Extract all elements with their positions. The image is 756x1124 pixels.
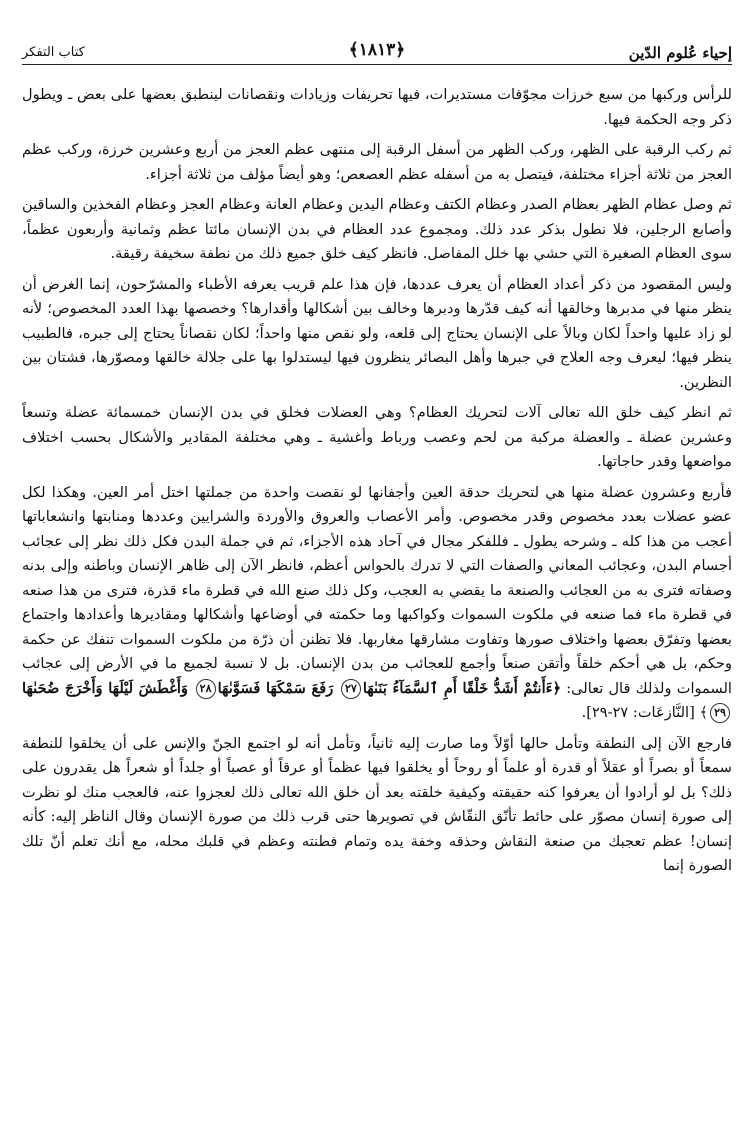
paragraph: ثم انظر كيف خلق الله تعالى آلات لتحريك العظام؟ وهي العضلات فخلق في بدن الإنسان خمسمائة عضلة وتسعاً وعشرين عضلة ـ والعضلة مركبة من لحم وعصب ورباط وأغشية ـ وهي مختلفة المقادير والأشكال بحسب اختلاف مواضعها وقدر حاجاتها. (22, 404, 732, 470)
paragraph: فارجع الآن إلى النطفة وتأمل حالها أوّلاً وما صارت إليه ثانياً، وتأمل أنه لو اجتمع الجنّ والإنس على أن يخلقوا للنطفة سمعاً أو بصراً أو عقلاً أو قدرة أو علماً أو روحاً أو يخلقوا فيها عظماً أو عرقاً أو عصباً أو جلداً أو شعراً هل يقدرون على ذلك؟ بل لو أرادوا أن يعرفوا كنه حقيقته وكيفية خلقته بعد أن خلق الله تعالى ذلك لعجزوا عنه، فالعجب منك لو نظرت إلى صورة إنسان مصوّر على حائط تأنّق النقّاش في تصويرها حتى قرب ذلك من صورة الإنسان وقال الناظر إليه: كأنه إنسان! عظم تعجبك من صنعة النقاش وحذقه وخفة يده وتمام فطنته وعظم في قلبك محله، مع أنك تعلم أنّ تلك الصورة إنما (22, 734, 732, 874)
ayah-number: ٢٧ (341, 679, 361, 699)
verse-text: ﴿ءَأَنتُمْ أَشَدُّ خَلْقًا أَمِ ٱلسَّمَآءُ بَنَىٰهَا (362, 679, 562, 697)
page-header (22, 0, 732, 65)
paragraph-with-verse (22, 481, 732, 726)
ayah-number: ٢٩ (710, 703, 730, 723)
paragraph: للرأس وركبها من سبع خرزات مجوّفات مستديرات، فيها تحريفات وزيادات ونقصانات لينطبق بعضها على بعض ـ ويطول ذكر وجه الحكمة فيها. (22, 86, 732, 128)
paragraph: ثم وصل عظام الظهر بعظام الصدر وعظام الكتف وعظام اليدين وعظام العانة وعظام العجز وعظام الفخذين والساقين وأصابع الرجلين، فلا نطول بذكر عدد ذلك. ومجموع عدد العظام في بدن الإنسان مائتا عظم وثمانية وأربعون عظماً، سوى العظام الصغيرة التي حشي بها خلل المفاصل. فانظر كيف خلق جميع ذلك من نطفة سخيفة رقيقة. (22, 196, 732, 262)
ayah-number: ٢٨ (196, 679, 216, 699)
paragraph-text: فأربع وعشرون عضلة منها هي لتحريك حدقة العين وأجفانها لو نقصت واحدة من جملتها اختل أمر العين. وهكذا لكل عضو عضلات بعدد مخصوص وقدر مخصوص. وأمر الأعصاب والعروق والأوردة والشرايين وعددها ومنابتها وانشعاباتها أعجب من هذا كله ـ وشرحه يطول ـ فللفكر مجال في آحاد هذه الأجزاء، ثم في جملة البدن فكل ذلك نظر إلى عجائب أجسام البدن، وعجائب المعاني والصفات التي لا تدرك بالحواس أعظم، فانظر الآن إلى ظاهر الإنسان وباطنه وإلى بدنه وصفاته فترى به من العجائب والصنعة ما يقضي به العجب، وكل ذلك صنع الله في قطرة ماء قذرة، فترى من هذا صنعه في قطرة ماء فما صنعه في ملكوت السموات وكواكبها وما حكمته في أوضاعها وأشكالها ومقاديرها وأعدادها واجتماع بعضها وتفرّق بعضها واختلاف صورها وتفاوت مشارقها مغاربها. فلا تظنن أن ذرّة من ملكوت السموات تنفك عن حكمة وحكم، بل هي أحكم خلقاً وأتقن صنعاً وأجمع للعجائب من بدن الإنسان. بل لا نسبة لجميع ما في الأرض إلى عجائب السموات ولذلك قال تعالى: (22, 483, 732, 697)
paragraph: ثم ركب الرقبة على الظهر، وركب الظهر من أسفل الرقبة إلى منتهى عظم العجز من أربع وعشرين خرزة، وركب عظم العجز من ثلاثة أجزاء مختلفة، فيتصل به من أسفله عظم العصعص؛ وهو أيضاً مؤلف من ثلاثة أجزاء. (22, 141, 732, 183)
verse-text: وَأَغْطَشَ لَيْلَهَا وَأَخْرَجَ ضُحَىٰهَا (22, 679, 188, 697)
paragraph: وليس المقصود من ذكر أعداد العظام أن يعرف عددها، فإن هذا علم قريب يعرفه الأطباء والمشرّحون، إنما الغرض أن ينظر منها في مدبرها وخالقها أنه كيف قدّرها ودبرها وخالف بين أشكالها وأقدارها؟ وخصصها بهذا العدد المخصوص؛ لأنه لو زاد عليها واحداً لكان وبالاً على الإنسان يحتاج إلى قلعه، ولو نقص منها واحداً؛ لكان نقصاناً يحتاج إلى جبره، فالطبيب ينظر فيها؛ ليعرف وجه العلاج في جبرها وأهل البصائر ينظرون فيها ليستدلوا بها على جلالة خالقها ومصوّرها، فشتان بين النظرين. (22, 275, 732, 391)
page-body (22, 65, 732, 879)
verse-citation: ﴾ [النَّازعَات: ٢٧-٢٩]. (581, 704, 708, 721)
chapter-title: كتاب التفكر (22, 45, 85, 60)
page-number: ﴿١٨١٣﴾ (348, 40, 406, 60)
book-title: إحياء عُلوم الدّين (628, 44, 732, 62)
verse-text: رَفَعَ سَمْكَهَا فَسَوَّىٰهَا (217, 679, 334, 697)
